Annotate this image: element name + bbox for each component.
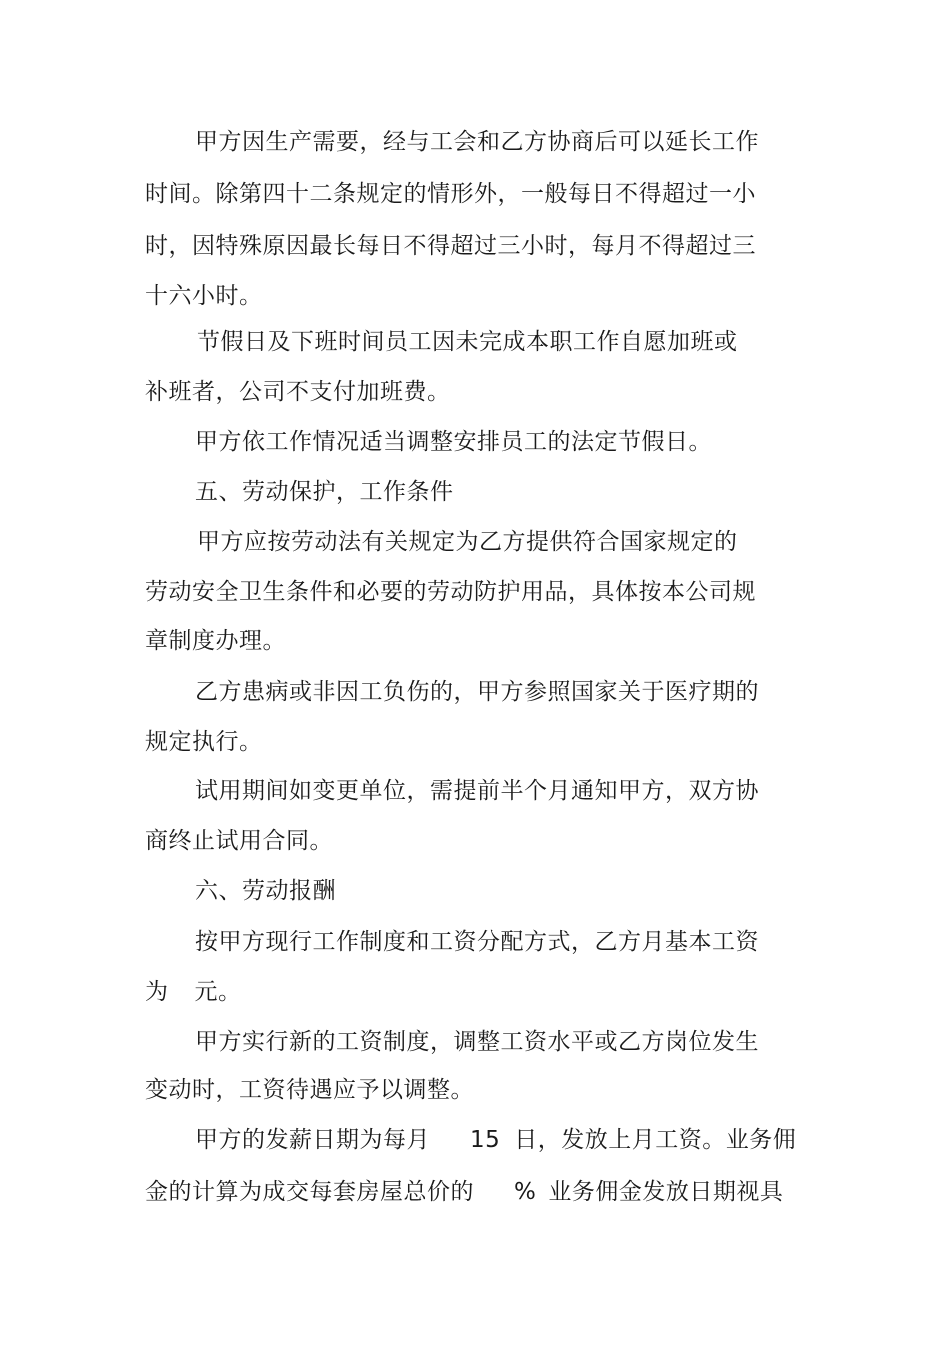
- text-line: 节假日及下班时间员工因未完成本职工作自愿加班或: [197, 329, 738, 355]
- text-line: 补班者，公司不支付加班费。: [145, 379, 451, 405]
- text-line: 甲方实行新的工资制度，调整工资水平或乙方岗位发生: [195, 1029, 759, 1055]
- text-line: 十六小时。: [145, 283, 263, 309]
- text-line: 乙方患病或非因工负伤的，甲方参照国家关于医疗期的: [195, 679, 759, 705]
- text-line: 规定执行。: [145, 729, 263, 755]
- text-line: 按甲方现行工作制度和工资分配方式，乙方月基本工资: [195, 929, 759, 955]
- text-line: 试用期间如变更单位，需提前半个月通知甲方，双方协: [195, 778, 759, 804]
- section-heading: 六、劳动报酬: [195, 878, 336, 904]
- percent-sign: %: [514, 1179, 537, 1205]
- text-fragment: 甲方的发薪日期为每月: [195, 1127, 430, 1153]
- text-fragment: 为: [145, 979, 169, 1005]
- text-line: 时间。除第四十二条规定的情形外，一般每日不得超过一小: [145, 181, 756, 207]
- section-heading: 五、劳动保护，工作条件: [195, 479, 454, 505]
- text-line: 劳动安全卫生条件和必要的劳动防护用品，具体按本公司规: [145, 579, 756, 605]
- text-line: [145, 977, 242, 1007]
- text-line: 章制度办理。: [145, 628, 286, 654]
- text-line: 甲方应按劳动法有关规定为乙方提供符合国家规定的: [197, 529, 738, 555]
- salary-day-value: 15: [470, 1127, 501, 1153]
- text-fragment: 元。: [194, 979, 242, 1005]
- text-line: 甲方依工作情况适当调整安排员工的法定节假日。: [195, 429, 712, 455]
- text-line: 变动时，工资待遇应予以调整。: [145, 1077, 474, 1103]
- text-fragment: 金的计算为成交每套房屋总价的: [145, 1179, 474, 1205]
- text-line: [195, 1125, 796, 1155]
- text-fragment: 业务佣金发放日期视具: [548, 1179, 784, 1205]
- text-line: 商终止试用合同。: [145, 828, 333, 854]
- text-line: 甲方因生产需要，经与工会和乙方协商后可以延长工作: [195, 129, 759, 155]
- text-fragment: 日，发放上月工资。业务佣: [514, 1127, 797, 1153]
- text-line: [145, 1177, 783, 1207]
- text-line: 时，因特殊原因最长每日不得超过三小时，每月不得超过三: [145, 233, 756, 259]
